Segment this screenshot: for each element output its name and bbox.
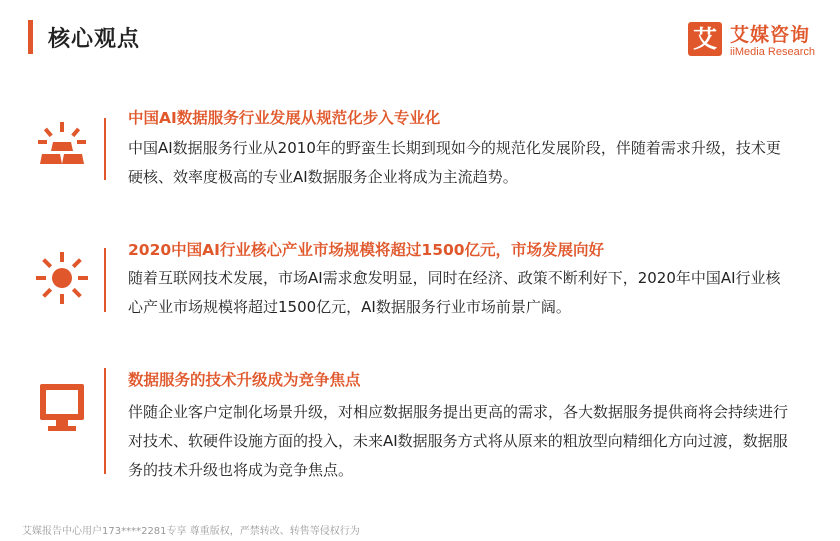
footer-copyright: 艾媒报告中心用户173****2281专享 尊重版权，严禁转改、转售等侵权行为 [22,526,360,537]
point-1-body: 中国AI数据服务行业从2010年的野蛮生长期到现如今的规范化发展阶段，伴随着需求升级，技术更硬核、效率度极高的专业AI数据服务企业将成为主流趋势。 [128,139,781,186]
sun-icon [34,250,90,306]
iimedia-logo [688,20,828,64]
point-2-heading: 2020中国AI行业核心产业市场规模将超过1500亿元，市场发展向好 [128,241,605,259]
logo-mark: 艾 [688,22,722,56]
gold-bars-icon [34,118,90,174]
logo-cn-name: 艾媒咨询 [730,24,811,46]
point-3-body: 伴随企业客户定制化场景升级，对相应数据服务提出更高的需求，各大数据服务提供商将会持续进行对技术、软硬件设施方面的投入，未来AI数据服务方式将从原来的粗放型向精细化方向过渡，数据服务的技术升级也将成为竞争焦点。 [128,403,789,479]
point-2-body: 随着互联网技术发展，市场AI需求愈发明显，同时在经济、政策不断利好下，2020年中国AI行业核心产业市场规模将超过1500亿元，AI数据服务行业市场前景广阔。 [128,269,781,316]
point-1-heading: 中国AI数据服务行业发展从规范化步入专业化 [128,109,441,127]
divider-3 [104,368,106,474]
point-3-heading: 数据服务的技术升级成为竞争焦点 [128,371,361,389]
page-title: 核心观点 [48,27,141,52]
logo-en-name: iiMedia Research [730,46,815,58]
divider-2 [104,248,106,312]
divider-1 [104,118,106,180]
monitor-icon [34,380,90,436]
title-accent-bar [28,20,33,54]
